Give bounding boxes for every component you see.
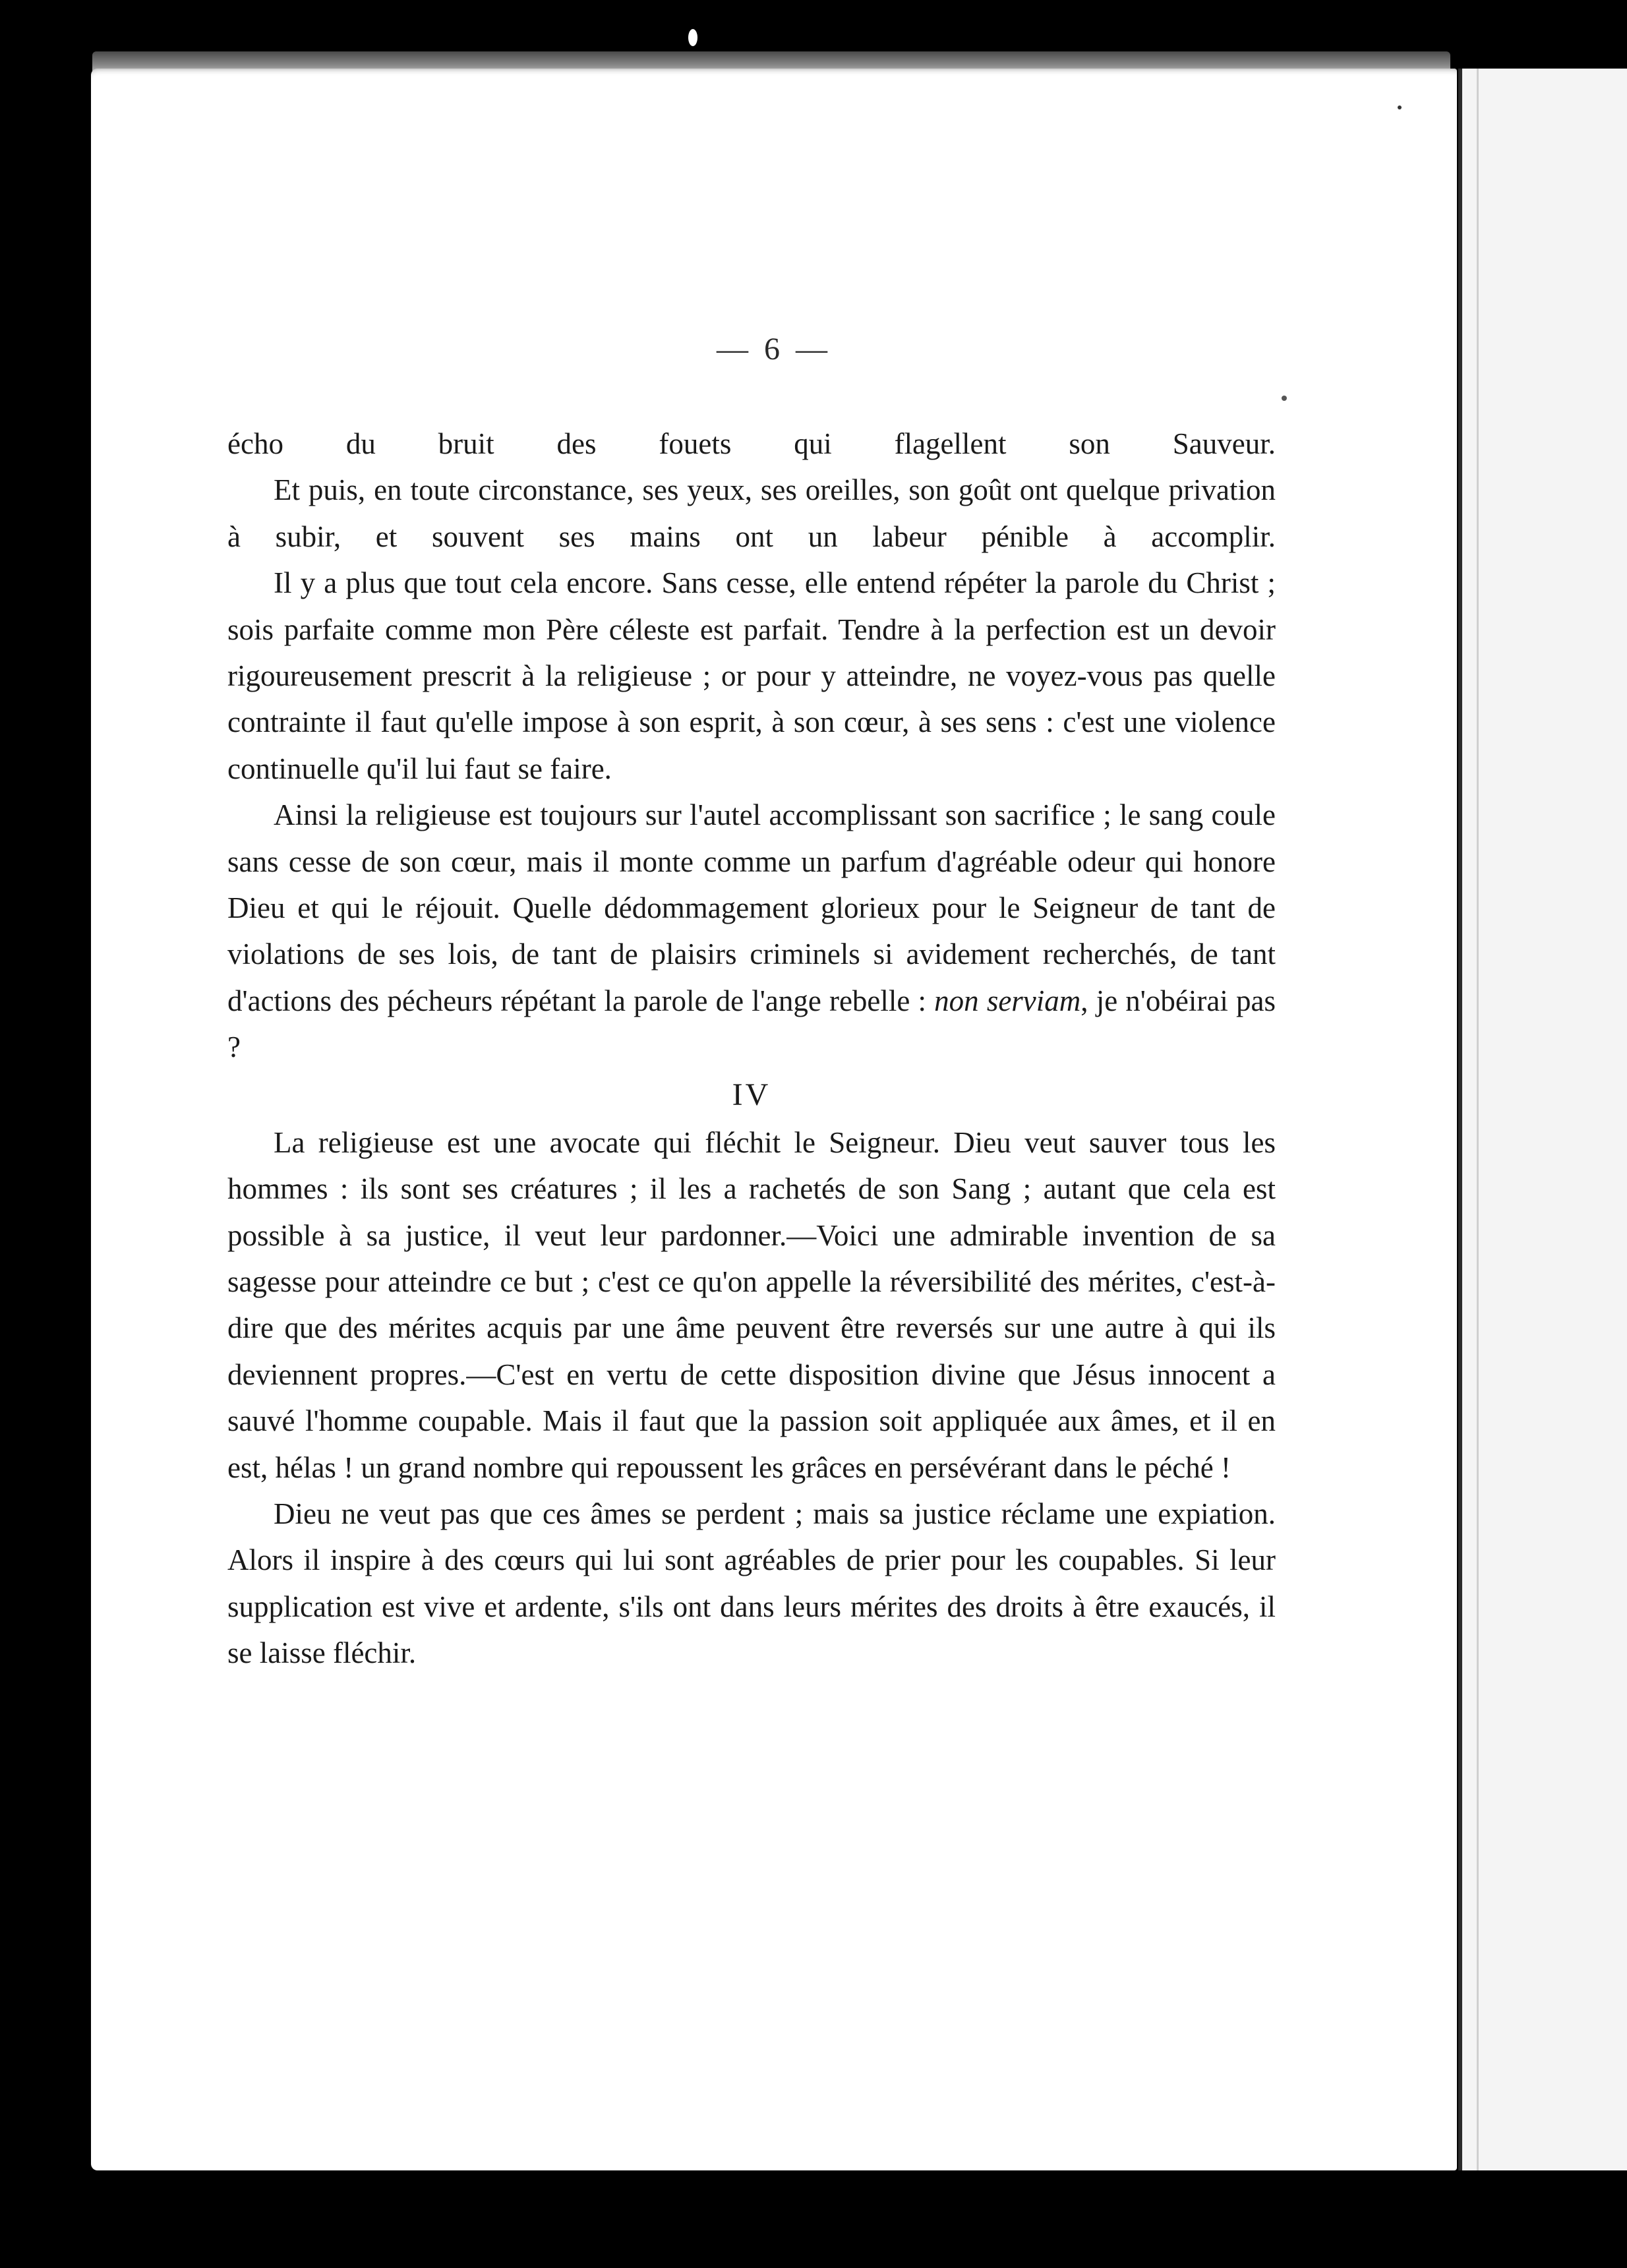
paragraph-text: Ainsi la religieuse est toujours sur l'autel accomplissant son sacrifice ; le sang coule sans cesse de son cœur, mais il monte comme un parfum d'agréable odeur qui honore Dieu et qui le réjouit. Quelle dédommagement glorieux pour le Seigneur de tant de violations de ses lois, de tant de plaisirs criminels si avidement recherchés, de tant d'actions des pécheurs répétant la parole de l'ange rebelle :	[227, 798, 1276, 1017]
scan-speck	[1398, 105, 1402, 109]
section-heading: IV	[732, 1077, 771, 1112]
scan-speck	[1282, 396, 1287, 401]
latin-quote: non serviam	[934, 984, 1081, 1017]
paragraph-with-latin-quote	[227, 792, 1276, 1070]
page-body-text	[227, 421, 1276, 1677]
paragraph-continuation: écho du bruit des fouets qui flagellent son Sauveur.	[227, 427, 1276, 460]
paragraph: La religieuse est une avocate qui fléchit le Seigneur. Dieu veut sauver tous les hommes : ils sont ses créatures ; il les a rachetés de son Sang ; autant que cela est possible à sa justice, il veut leur pardonner.—Voici une admirable invention de sa sagesse pour atteindre ce but ; c'est ce qu'on appelle la réversibilité des mérites, c'est-à-dire que des mérites acquis par une âme peuvent être reversés sur une autre à qui ils deviennent propres.—C'est en vertu de cette disposition divine que Jésus innocent a sauvé l'homme coupable. Mais il faut que la passion soit appliquée aux âmes, et il en est, hélas ! un grand nombre qui repoussent les grâces en persévérant dans le péché !	[227, 1125, 1276, 1484]
adjacent-page-edge	[1458, 69, 1627, 2170]
scan-speck	[688, 29, 697, 46]
paragraph: Dieu ne veut pas que ces âmes se perdent ; mais sa justice réclame une expiation. Alors il inspire à des cœurs qui lui sont agréables de prier pour les coupables. Si leur supplication est vive et ardente, s'ils ont dans leurs mérites des droits à être exaucés, il se laisse fléchir.	[227, 1497, 1276, 1670]
page-binding-rule	[1477, 69, 1479, 2170]
paragraph-text-end: , je n'obéirai pas ?	[227, 984, 1276, 1064]
paragraph: Il y a plus que tout cela encore. Sans cesse, elle entend répéter la parole du Christ ; sois parfaite comme mon Père céleste est parfait. Tendre à la perfection est un devoir rigoureusement prescrit à la religieuse ; or pour y atteindre, ne voyez-vous pas quelle contrainte il faut qu'elle impose à son esprit, à son cœur, à ses sens : c'est une violence continuelle qu'il lui faut se faire.	[227, 566, 1276, 785]
paragraph: Et puis, en toute circonstance, ses yeux, ses oreilles, son goût ont quelque privation à subir, et souvent ses mains ont un labeur pénible à accomplir.	[227, 473, 1276, 553]
page-number: — 6 —	[717, 332, 831, 367]
